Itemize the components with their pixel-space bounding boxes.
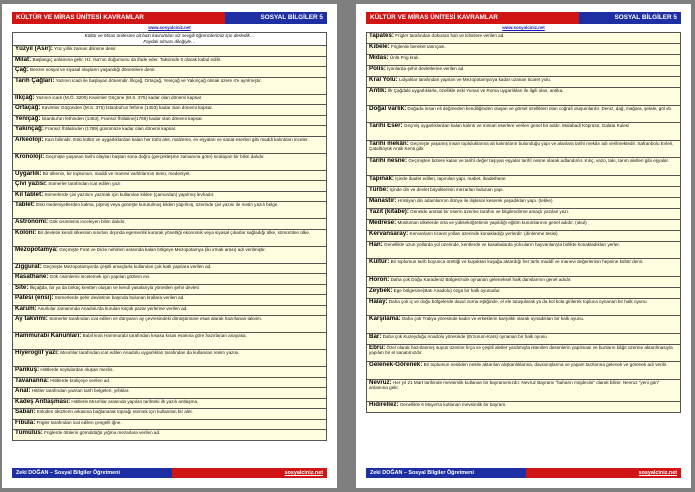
term-name: Nevruz: (369, 379, 392, 386)
term-name: Kil tablet: (15, 191, 44, 198)
term-name: Astronomi: (15, 219, 48, 225)
term-name: Mezopotamya: (15, 246, 58, 253)
term-name: Site: (15, 284, 29, 291)
term-row (366, 141, 681, 159)
term-name: Tarihi nesne: (369, 158, 408, 164)
term-name: Tapates: (369, 33, 394, 39)
term-row (366, 316, 681, 334)
term-row (12, 274, 327, 285)
header-subject: SOSYAL BİLGİLER 5 (579, 12, 681, 24)
term-definition: Eskiden öküzlerin arkasına bağlanarak toprağı sürmek için kullanılan bir alet. (36, 409, 193, 414)
page-left (2, 4, 337, 488)
term-name: Manastır: (369, 197, 397, 204)
term-name: Yüzyıl (Asır): (15, 46, 53, 52)
term-definition: Bir toplumun tarih boyunca ürettiği ve kuşaktan kuşağa aktardığı her türlü maddî ve manevi değerlerinin hepsine kültür denir. (390, 259, 644, 264)
term-name: Halay: (369, 298, 388, 305)
term-row (366, 198, 681, 209)
term-name: Ay takvimi: (15, 316, 48, 322)
term-definition: İçinde din ve devlet büyüklerinin mezarları bulunan yapı. (389, 186, 504, 192)
term-row (12, 430, 327, 441)
term-definition: Sümerlerde çivi yazısını yazmak için kullanılan kilden (çamurdan) yapılmış levhadır. (44, 191, 215, 197)
terms-table (366, 32, 681, 413)
site-link[interactable]: www.sosyalciniz.net (148, 25, 191, 30)
term-definition: Gök cisimlerini inceleyen bilim dalıdır. (49, 219, 126, 224)
term-definition: Özel olarak hazırlanmış suyun üzerine fırça ve çeşitli aletler yardımıyla istenilen desenlerin yapılması ve bunların kâğıt üzerine aktarılmasıyla yapılan bir el sanatımızdır. (369, 344, 673, 356)
term-row (366, 242, 681, 260)
term-row (12, 230, 327, 247)
term-definition: Hristiyan din adamlarının dünya ile ilişkisini keserek yaşadıkları yapı. (tekke) (397, 197, 553, 203)
term-row (366, 259, 681, 277)
term-name: Karum: (15, 305, 37, 312)
term-name: Rasathane: (15, 274, 49, 280)
term-name: Uygarlık: (15, 170, 42, 177)
term-row (366, 362, 681, 380)
term-definition: İstanbul'un fethinden (1453), Fransız İhtilaline(1789) kadar olan dönemi kapsar. (41, 115, 203, 121)
term-row (12, 333, 327, 350)
term-definition: İyonlarda şehir devletlerine verilen ad. (387, 66, 465, 71)
term-row (12, 171, 327, 182)
term-row (366, 345, 681, 363)
term-row (12, 95, 327, 106)
term-name: Ortaçağ: (15, 105, 41, 111)
term-name: Horon: (369, 276, 390, 283)
term-row (366, 106, 681, 124)
term-definition: Kavimler Göçünden (M.S. 375) İstanbul'un fethine (1453) kadar olan dönemi kapsar. (41, 105, 213, 110)
term-name: Tarihi Eser: (369, 123, 403, 129)
term-row (12, 264, 327, 275)
term-row (12, 116, 327, 127)
term-row (12, 247, 327, 264)
term-row (366, 402, 681, 413)
term-name: Han: (369, 241, 383, 248)
header-title: KÜLTÜR VE MİRAS ÜNİTESİ KAVRAMLAR (12, 12, 225, 24)
term-name: Yazıt (kitabe): (369, 208, 409, 215)
term-row (366, 288, 681, 299)
term-row (366, 88, 681, 106)
term-definition: Frigler tarafından icat edilen çengelli iğne. (36, 419, 122, 425)
term-row (12, 154, 327, 171)
term-name: Hiyeroglif yazı: (15, 350, 60, 356)
header-title: KÜLTÜR VE MİRAS ÜNİTESİ KAVRAMLAR (366, 12, 579, 24)
term-row (12, 137, 327, 154)
terms-table (12, 32, 327, 441)
term-name: Doğal varlık: (369, 105, 407, 112)
term-row (12, 399, 327, 410)
term-name: Arkeoloji: (15, 136, 44, 143)
term-definition: Geçmişte Mezopotamya'da çeşitli amaçlarla kullanılan çok katlı yapılara verilen ad. (43, 263, 212, 269)
term-name: Fibula: (15, 419, 36, 426)
term-name: Kervansaray: (369, 230, 409, 237)
term-name: Polis: (369, 66, 386, 72)
term-row (12, 126, 327, 137)
term-row (12, 285, 327, 296)
term-row (12, 367, 327, 378)
term-definition: Geçmişte yaşanan tarihi olayları baştan sona doğru (gerçekleşme zamanına göre) sıralayan bir bilim dalıdır. (45, 153, 265, 159)
term-definition: Yazının icadı ile başlayan dönemdir. İlkçağ, Ortaçağ, Yeniçağ ve Yakınçağ olmak üzere 4'e ayrılmıştır. (55, 77, 262, 83)
term-row (12, 202, 327, 219)
term-row (12, 219, 327, 230)
term-definition: İlk Çağdaki uygarlıklarla, özellikle eski Yunan ve Roma uygarlıkları ile ilgili olan, antika. (387, 88, 564, 93)
footer-site[interactable]: sosyalciniz.net (172, 468, 327, 478)
term-definition: Geçmişten bizlere kalan ve tarihî değer taşıyan eşyalar tarihî nesne olarak adlandırılır. Kılıç, vazo, takı, tarım aletleri gibi eşyalar. (408, 158, 670, 163)
term-row (12, 57, 327, 68)
term-definition: Bir ülkenin, bir toplumun, maddi ve manevi varlıklarının tümü, medeniyet. (42, 170, 191, 176)
term-definition: Frigler tarafından dokunan halı ve kilimlere verilen ad. (395, 33, 505, 38)
page-header (12, 12, 327, 24)
term-definition: Benzer sosyal ve siyasal olayların yaşandığı dönemlere denir. (30, 67, 156, 72)
term-row (366, 187, 681, 198)
term-definition: Genellikle uzun yollarda yol üzerinde, kentlerde ve kasabalarda yolcuların hayvanlarıyla birlikte konakladıkları yerler. (384, 241, 620, 247)
term-name: Pankuş: (15, 367, 40, 373)
term-row (366, 380, 681, 402)
term-definition: Hititlerle Mısırlılar arasında yapılan tarihteki ilk yazılı antlaşma. (71, 398, 199, 404)
term-name: Gelenek-Görenek: (369, 362, 423, 368)
term-definition: Başlangıç anlamına gelir. Hz. İsa'nın doğumunu da ifade eder. Takvimde 0 olarak kabul edilir. (32, 56, 222, 62)
footer-author: Zeki DOĞAN – Sosyal Bilgiler Öğretmeni (12, 468, 172, 478)
term-row (12, 420, 327, 431)
term-row (12, 181, 327, 192)
term-name: Kültür: (369, 259, 390, 265)
term-row (366, 231, 681, 242)
term-definition: Ege bölgesine(Batı Anadolu) özgü bir halk oyunudur. (393, 287, 501, 293)
term-definition: Kervanların ticaret yolları üzerinde konakladığı yerlerdir. (dinlenme tesisi) (409, 230, 558, 236)
term-name: Kronoloji: (15, 153, 45, 160)
term-name: Koloni: (15, 229, 37, 236)
page-right (356, 4, 691, 488)
term-definition: Daha çok Doğu Karadeniz Bölgesi'nde oynanan geleneksel halk danslarının genel adıdır. (390, 276, 572, 282)
term-definition: Daha çok Kuzeydoğu Anadolu yöresinde (Erzurum-Kars) oynanan bir halk oyunu (382, 333, 547, 339)
footer-author: Zeki DOĞAN – Sosyal Bilgiler Öğretmeni (366, 468, 526, 478)
term-row (12, 388, 327, 399)
term-row (366, 334, 681, 345)
term-name: Midas: (369, 55, 389, 61)
term-definition: Sümerler tarafından icat edilen ve dünyanın ay çevresindeki dönüşümüne esas alarak hazırlanan takvim. (49, 316, 263, 321)
term-definition: Yüz yıllık zaman dilimine denir. (54, 46, 117, 51)
term-name: Tapınak: (369, 175, 394, 182)
term-row (366, 299, 681, 317)
term-definition: Eski medeniyetlerden kalma, pişmiş veya güneşte kurutulmuş kilden yapılmış, üzerinde çivi yazısı ile metin yazılı belge. (36, 202, 279, 207)
term-definition: İlkçağda, bir ya da birkaç kentten oluşan ve kendi yasalarıyla yönetilen şehir devleti (29, 284, 199, 290)
term-row (12, 46, 327, 57)
page-footer (12, 468, 327, 478)
term-definition: Geçmiş uygarlıklardan kalan kalıntı ve mimari eserlere verilen genel bir addır. Malabadi Köprüsü, Galata Kulesi (403, 123, 630, 128)
term-definition: Mısırlılar tarafından icat edilen Anadolu uygarlıkları tarafından da kullanılan resim yazısı. (60, 350, 240, 355)
term-row (366, 66, 681, 77)
term-row (366, 77, 681, 88)
term-name: Yakınçağ: (15, 126, 44, 132)
term-row (12, 192, 327, 203)
term-name: Bar: (369, 333, 382, 340)
term-name: Hammurabi Kanunları: (15, 333, 82, 339)
term-definition: Bir toplumun nesilden nesile aktarılan alışkanlıklarına, davranışlarına ve yaşam tarzlarına gelenek ve görenek adı verilir. (423, 362, 668, 367)
term-definition: Asurlular zamanında Anadolu'da kurulan küçük pazar yerlerine verilen ad. (37, 305, 188, 311)
page-footer (366, 468, 681, 478)
term-name: Tablet: (15, 202, 35, 208)
term-definition: Bir devletin kendi ülkesinin sınırları dışında egemenlik kurarak yönettiği ekonomik veya siyasal çıkarlar sağladığı ülke, sömürülen ülke. (37, 229, 311, 235)
term-name: Saban: (15, 409, 36, 415)
term-name: Medrese: (369, 219, 397, 226)
term-definition: Fransız İhtilalinden (1789) günümüze kadar olan dönemi kapsar. (45, 126, 177, 131)
term-row (366, 55, 681, 66)
term-name: Tümülüs: (15, 430, 43, 436)
term-name: Kadeş Antlaşması: (15, 398, 71, 405)
term-definition: Doğada insan eli değmeden kendiliğinden oluşan ve görsel özellikleri olan coğrafi oluşumlardır. Deniz, dağ, mağara, şelale, göl vb. (407, 105, 673, 111)
term-row (12, 295, 327, 306)
term-name: Tarih Çağları: (15, 77, 55, 84)
term-name: Tarihi mekân: (369, 140, 409, 147)
term-name: Ebru: (369, 344, 386, 351)
term-definition: Babil kralı Hammurabi tarafından kısasa kısas esasına göre hazırlanan anayasa. (82, 333, 247, 338)
intro-text (12, 33, 327, 46)
term-definition: Yazının icadı (M.Ö. 3200) Kavimler Göçüne (M.S. 375) kadar olan dönemi kapsar. (35, 94, 203, 100)
term-definition: Hititlerde kraliçeye verilen ad. (50, 377, 111, 383)
term-name: Çivi yazısı: (15, 181, 47, 187)
term-definition: Gök cisimlerini incelemek için yapılan gözlem evi. (49, 274, 151, 279)
term-definition: Ünlü Frig kralı. (389, 55, 420, 60)
term-name: Anal: (15, 388, 31, 394)
term-name: Kral Yolu: (369, 77, 398, 83)
term-row (12, 350, 327, 367)
footer-site[interactable]: sosyalciniz.net (526, 468, 681, 478)
page-header (366, 12, 681, 24)
header-subject: SOSYAL BİLGİLER 5 (225, 12, 327, 24)
term-name: Patesi (ensi): (15, 295, 54, 301)
term-name: Çağ: (15, 67, 29, 73)
term-row (366, 209, 681, 220)
term-definition: Hititlerde soylulardan oluşan meclis. (40, 367, 114, 372)
intro-line: Kültür ve Miras ünitesine ait bazı kavramları siz sevgili öğrencilerimiz için derledik… (84, 33, 255, 38)
term-definition: Lidyalılar tarafından yapılan ve Mezopotamya'ya kadar uzanan ticaret yolu. (398, 77, 552, 82)
term-definition: Sümerlerde şehir devletinin başında bulunan krallara verilen ad. (54, 295, 185, 300)
intro-line: Faydalı olması dileğiyle… (143, 39, 196, 44)
term-name: Yeniçağ: (15, 115, 41, 122)
term-definition: Friglerde bereket tanrıçası. (390, 44, 446, 49)
term-name: Milat: (15, 56, 32, 63)
term-row (366, 158, 681, 176)
term-row (12, 306, 327, 317)
term-definition: Geçmişte yaşamış insan topluluklarına ait kalıntıların bulunduğu yapı ve alanlara tarihi mekân adı verilmektedir. Safranbolu Evleri, Çatalhöyük Antik Kenti gibi (369, 140, 674, 152)
term-row (12, 409, 327, 420)
term-name: Türbe: (369, 186, 389, 193)
term-definition: Geçmişte Fırat ve Dicle nehirleri arasında kalan bölgeye Mezopotamya (iki ırmak arası) adı verilmiştir. (59, 246, 266, 252)
term-name: Kibele: (369, 44, 390, 50)
term-row (366, 44, 681, 55)
term-row (12, 78, 327, 95)
term-definition: Müslüman ülkelerde orta ve yükseköğretimin yapıldığı eğitim kurumlarının genel adıdır. (okul) (397, 219, 587, 225)
term-definition: İçinde ibadet edilen, tapınılan yapı, mabet, ibadethane (395, 175, 506, 181)
term-name: Zeybek: (369, 287, 393, 294)
term-row (366, 176, 681, 187)
term-name: Ziggurat: (15, 263, 42, 270)
term-definition: Her yıl 21 Mart tarihinde mevsimlik kutlanan bir bayramımızdır. Nevruz Bayramı "baharın müjdecisi" olarak bilinir. Nevruz "yeni gün" anlamına gelir. (369, 379, 660, 391)
term-row (12, 316, 327, 333)
term-name: Antik: (369, 88, 387, 94)
term-definition: Kazı bilimidir. Eski kültür ve uygarlıklardan kalan her türlü alet, malzeme, ev eşyaları ve sanat eserleri gibi maddi kalıntıları inceler. (44, 136, 309, 142)
term-definition: Genelde anıtsal bir eserin üzerine tarafını ve bilgilendirme amaçlı yazılan yazı. (410, 208, 570, 214)
term-definition: Hititler tarafından yazılan tarih belgeleri, yıllıklar. (31, 388, 130, 393)
term-name: Karşılama: (369, 316, 401, 322)
term-definition: Daha çok iç ve doğu bölgelerde davul zurna eşliğinde, el ele tutuşularak ya da kol kola girilerek topluca oynanan bir halk oyunu. (388, 298, 648, 304)
term-row (366, 277, 681, 288)
term-definition: Daha çok Trakya yöresinde kadın ve erkeklerin karşılıklı olarak oynadıkları bir halk oyunu. (401, 316, 585, 321)
term-row (366, 220, 681, 231)
term-row (366, 123, 681, 141)
term-row (12, 67, 327, 78)
term-name: Tavananna: (15, 377, 49, 384)
term-row (12, 378, 327, 389)
term-definition: Friglerde ölülerin gömüldüğü yığma mezarlara verilen ad. (44, 430, 161, 435)
term-name: Hıdırellez: (369, 401, 399, 408)
term-definition: Genellikle 6 Mayıs'ta kutlanan mevsimlik bir bayram. (399, 401, 507, 407)
term-definition: Sümerler tarafından icat edilen yazı (48, 181, 121, 186)
site-link[interactable]: www.sosyalciniz.net (502, 25, 545, 30)
term-name: İlkçağ: (15, 94, 35, 101)
term-row (12, 105, 327, 116)
term-row (366, 33, 681, 44)
